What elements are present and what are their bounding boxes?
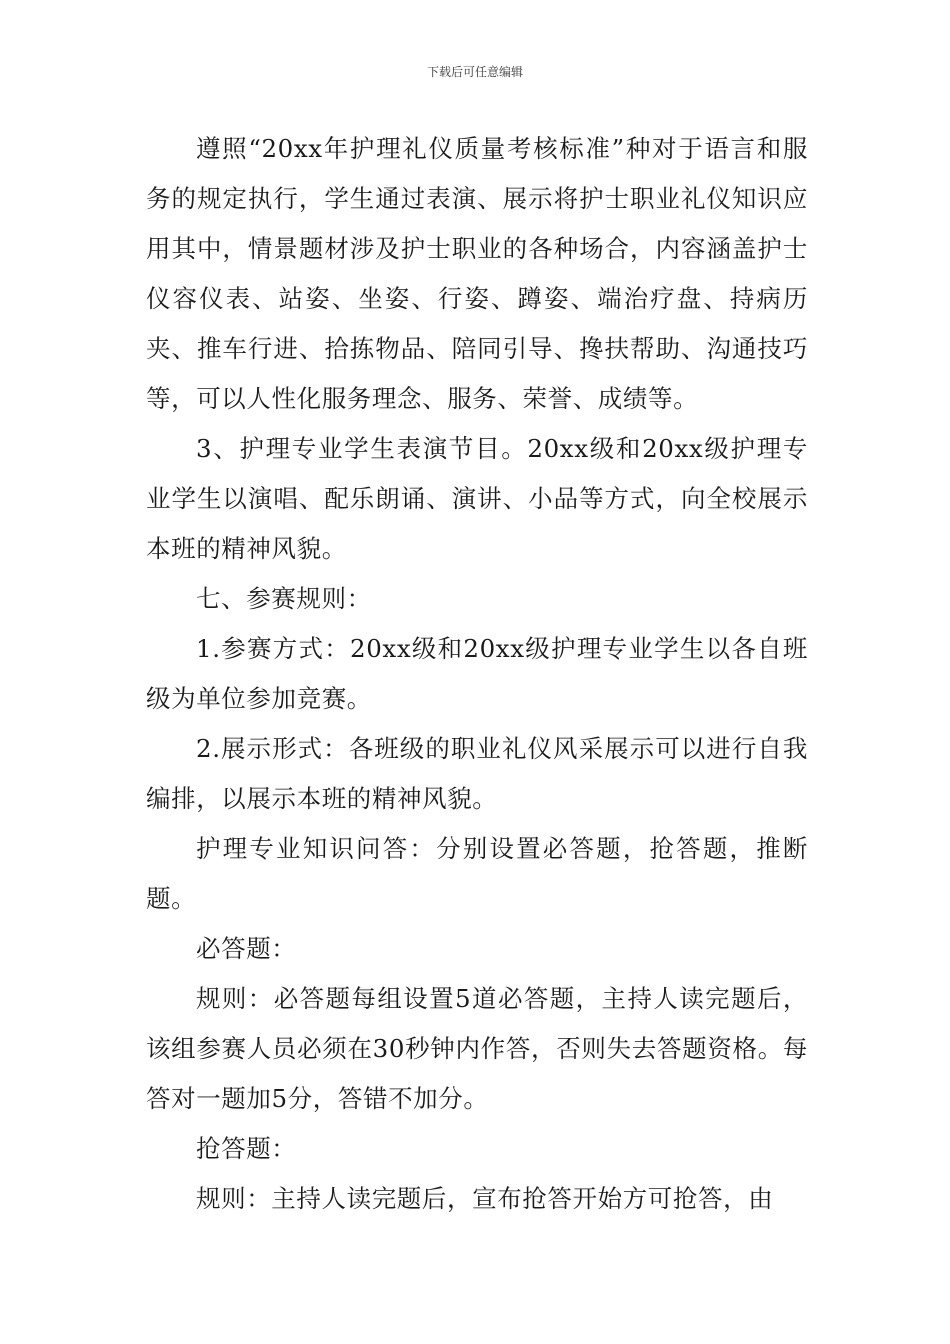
paragraph-participation-method: 1.参赛方式：20xx级和20xx级护理专业学生以各自班级为单位参加竞赛。 (146, 634, 808, 713)
paragraph-required-rules: 规则：必答题每组设置5道必答题，主持人读完题后，该组参赛人员必须在30秒钟内作答，否则失去答题资格。每答对一题加5分，答错不加分。 (146, 984, 808, 1113)
document-body (146, 124, 808, 1224)
paragraph-buzzer-rules: 规则：主持人读完题后，宣布抢答开始方可抢答，由 (196, 1184, 774, 1213)
paragraph-display-format: 2.展示形式：各班级的职业礼仪风采展示可以进行自我编排，以展示本班的精神风貌。 (146, 734, 808, 813)
paragraph-knowledge-quiz: 护理专业知识问答：分别设置必答题，抢答题，推断题。 (146, 834, 808, 913)
subheading-required-questions: 必答题： (196, 934, 297, 963)
page-header-note: 下载后可任意编辑 (426, 65, 523, 79)
paragraph-etiquette-standard: 遵照“20xx年护理礼仪质量考核标准”种对于语言和服务的规定执行，学生通过表演、展示将护士职业礼仪知识应用其中，情景题材涉及护士职业的各种场合，内容涵盖护士仪容仪表、站姿、坐姿、行姿、蹲姿、端治疗盘、持病历夹、推车行进、拾拣物品、陪同引导、搀扶帮助、沟通技巧等，可以人性化服务理念、服务、荣誉、成绩等。 (146, 134, 808, 413)
section-heading-rules: 七、参赛规则： (196, 584, 372, 613)
subheading-buzzer-questions: 抢答题： (196, 1134, 297, 1163)
paragraph-student-performance: 3、护理专业学生表演节目。20xx级和20xx级护理专业学生以演唱、配乐朗诵、演讲、小品等方式，向全校展示本班的精神风貌。 (146, 434, 808, 563)
